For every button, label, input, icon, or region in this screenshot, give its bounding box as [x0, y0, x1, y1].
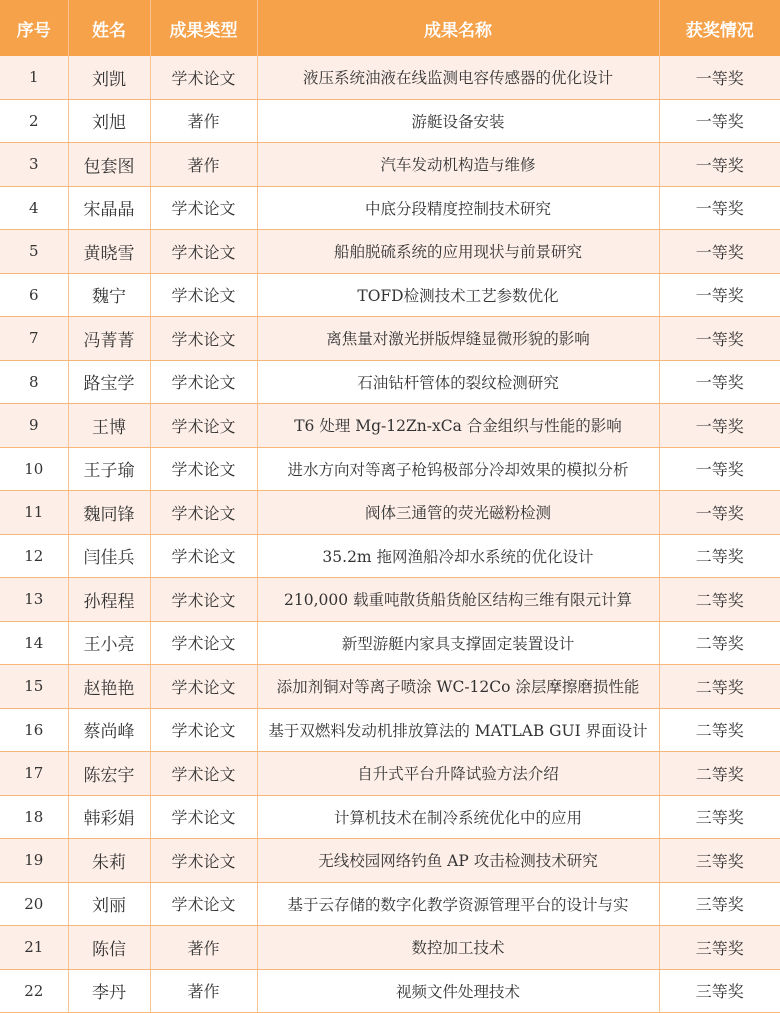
cell-title: 游艇设备安装: [257, 99, 659, 143]
cell-title: T6 处理 Mg-12Zn-xCa 合金组织与性能的影响: [257, 404, 659, 448]
cell-title: 基于双燃料发动机排放算法的 MATLAB GUI 界面设计: [257, 708, 659, 752]
cell-name: 孙程程: [68, 578, 150, 622]
table-row: [0, 665, 780, 709]
cell-index: 17: [0, 752, 68, 796]
cell-index: 6: [0, 273, 68, 317]
header-title: 成果名称: [257, 0, 659, 56]
cell-index: 2: [0, 99, 68, 143]
cell-name: 陈信: [68, 926, 150, 970]
cell-title: 中底分段精度控制技术研究: [257, 186, 659, 230]
cell-title: 无线校园网络钓鱼 AP 攻击检测技术研究: [257, 839, 659, 883]
header-name: 姓名: [68, 0, 150, 56]
cell-title: 35.2m 拖网渔船冷却水系统的优化设计: [257, 534, 659, 578]
cell-award: 三等奖: [659, 882, 780, 926]
cell-title: 船舶脱硫系统的应用现状与前景研究: [257, 230, 659, 274]
cell-type: 学术论文: [150, 230, 257, 274]
cell-name: 陈宏宇: [68, 752, 150, 796]
cell-index: 19: [0, 839, 68, 883]
cell-award: 三等奖: [659, 839, 780, 883]
cell-name: 王子瑜: [68, 447, 150, 491]
cell-name: 王小亮: [68, 621, 150, 665]
cell-index: 15: [0, 665, 68, 709]
cell-name: 赵艳艳: [68, 665, 150, 709]
cell-index: 22: [0, 969, 68, 1013]
cell-index: 16: [0, 708, 68, 752]
cell-title: 液压系统油液在线监测电容传感器的优化设计: [257, 56, 659, 99]
cell-name: 王博: [68, 404, 150, 448]
cell-award: 二等奖: [659, 665, 780, 709]
cell-award: 二等奖: [659, 708, 780, 752]
cell-name: 刘凯: [68, 56, 150, 99]
cell-award: 一等奖: [659, 99, 780, 143]
cell-index: 11: [0, 491, 68, 535]
cell-award: 一等奖: [659, 317, 780, 361]
cell-name: 黄晓雪: [68, 230, 150, 274]
table-row: [0, 491, 780, 535]
cell-award: 三等奖: [659, 926, 780, 970]
cell-type: 学术论文: [150, 621, 257, 665]
cell-index: 5: [0, 230, 68, 274]
cell-award: 二等奖: [659, 578, 780, 622]
table-row: [0, 99, 780, 143]
cell-index: 4: [0, 186, 68, 230]
cell-index: 3: [0, 143, 68, 187]
header-award: 获奖情况: [659, 0, 780, 56]
table-row: [0, 795, 780, 839]
cell-type: 学术论文: [150, 839, 257, 883]
table-body: [0, 56, 780, 1013]
cell-index: 20: [0, 882, 68, 926]
table-row: [0, 578, 780, 622]
cell-type: 学术论文: [150, 56, 257, 99]
table-row: [0, 360, 780, 404]
cell-type: 学术论文: [150, 882, 257, 926]
table-row: [0, 404, 780, 448]
cell-index: 14: [0, 621, 68, 665]
cell-name: 路宝学: [68, 360, 150, 404]
cell-title: 基于云存储的数字化教学资源管理平台的设计与实: [257, 882, 659, 926]
cell-name: 韩彩娟: [68, 795, 150, 839]
header-row: [0, 0, 780, 56]
cell-award: 一等奖: [659, 360, 780, 404]
table-row: [0, 839, 780, 883]
cell-title: TOFD检测技术工艺参数优化: [257, 273, 659, 317]
table-row: [0, 534, 780, 578]
cell-name: 包套图: [68, 143, 150, 187]
table-row: [0, 708, 780, 752]
table-row: [0, 230, 780, 274]
cell-type: 学术论文: [150, 186, 257, 230]
cell-type: 学术论文: [150, 273, 257, 317]
cell-type: 学术论文: [150, 795, 257, 839]
cell-index: 18: [0, 795, 68, 839]
table-row: [0, 186, 780, 230]
table-row: [0, 621, 780, 665]
cell-title: 计算机技术在制冷系统优化中的应用: [257, 795, 659, 839]
table-row: [0, 969, 780, 1013]
cell-name: 蔡尚峰: [68, 708, 150, 752]
cell-index: 1: [0, 56, 68, 99]
cell-index: 21: [0, 926, 68, 970]
cell-type: 学术论文: [150, 447, 257, 491]
cell-title: 石油钻杆管体的裂纹检测研究: [257, 360, 659, 404]
cell-award: 一等奖: [659, 273, 780, 317]
cell-award: 二等奖: [659, 752, 780, 796]
cell-type: 学术论文: [150, 534, 257, 578]
cell-type: 学术论文: [150, 360, 257, 404]
cell-title: 添加剂铜对等离子喷涂 WC-12Co 涂层摩擦磨损性能: [257, 665, 659, 709]
cell-type: 学术论文: [150, 578, 257, 622]
cell-name: 冯菁菁: [68, 317, 150, 361]
cell-name: 刘丽: [68, 882, 150, 926]
cell-title: 汽车发动机构造与维修: [257, 143, 659, 187]
cell-title: 离焦量对激光拼版焊缝显微形貌的影响: [257, 317, 659, 361]
cell-name: 魏宁: [68, 273, 150, 317]
cell-award: 一等奖: [659, 56, 780, 99]
cell-index: 10: [0, 447, 68, 491]
cell-index: 13: [0, 578, 68, 622]
table-row: [0, 926, 780, 970]
cell-type: 学术论文: [150, 491, 257, 535]
cell-type: 学术论文: [150, 752, 257, 796]
cell-name: 宋晶晶: [68, 186, 150, 230]
cell-title: 210,000 载重吨散货船货舱区结构三维有限元计算: [257, 578, 659, 622]
table-row: [0, 273, 780, 317]
cell-index: 12: [0, 534, 68, 578]
cell-type: 著作: [150, 926, 257, 970]
cell-title: 进水方向对等离子枪钨极部分冷却效果的模拟分析: [257, 447, 659, 491]
cell-index: 8: [0, 360, 68, 404]
cell-name: 朱莉: [68, 839, 150, 883]
cell-name: 李丹: [68, 969, 150, 1013]
cell-award: 一等奖: [659, 143, 780, 187]
table-row: [0, 143, 780, 187]
cell-title: 自升式平台升降试验方法介绍: [257, 752, 659, 796]
cell-award: 二等奖: [659, 534, 780, 578]
cell-name: 刘旭: [68, 99, 150, 143]
table-row: [0, 752, 780, 796]
cell-award: 一等奖: [659, 230, 780, 274]
header-index: 序号: [0, 0, 68, 56]
table-row: [0, 882, 780, 926]
table-header: [0, 0, 780, 56]
header-type: 成果类型: [150, 0, 257, 56]
cell-title: 数控加工技术: [257, 926, 659, 970]
table-row: [0, 447, 780, 491]
cell-type: 著作: [150, 143, 257, 187]
cell-name: 闫佳兵: [68, 534, 150, 578]
cell-award: 一等奖: [659, 447, 780, 491]
cell-index: 9: [0, 404, 68, 448]
cell-award: 三等奖: [659, 969, 780, 1013]
cell-title: 阀体三通管的荧光磁粉检测: [257, 491, 659, 535]
cell-award: 一等奖: [659, 404, 780, 448]
cell-award: 二等奖: [659, 621, 780, 665]
cell-title: 新型游艇内家具支撑固定装置设计: [257, 621, 659, 665]
table-row: [0, 56, 780, 99]
cell-award: 一等奖: [659, 186, 780, 230]
cell-award: 一等奖: [659, 491, 780, 535]
cell-type: 著作: [150, 99, 257, 143]
table-row: [0, 317, 780, 361]
cell-type: 学术论文: [150, 317, 257, 361]
cell-type: 学术论文: [150, 708, 257, 752]
cell-title: 视频文件处理技术: [257, 969, 659, 1013]
cell-type: 著作: [150, 969, 257, 1013]
cell-name: 魏同锋: [68, 491, 150, 535]
cell-index: 7: [0, 317, 68, 361]
cell-type: 学术论文: [150, 404, 257, 448]
cell-award: 三等奖: [659, 795, 780, 839]
cell-type: 学术论文: [150, 665, 257, 709]
